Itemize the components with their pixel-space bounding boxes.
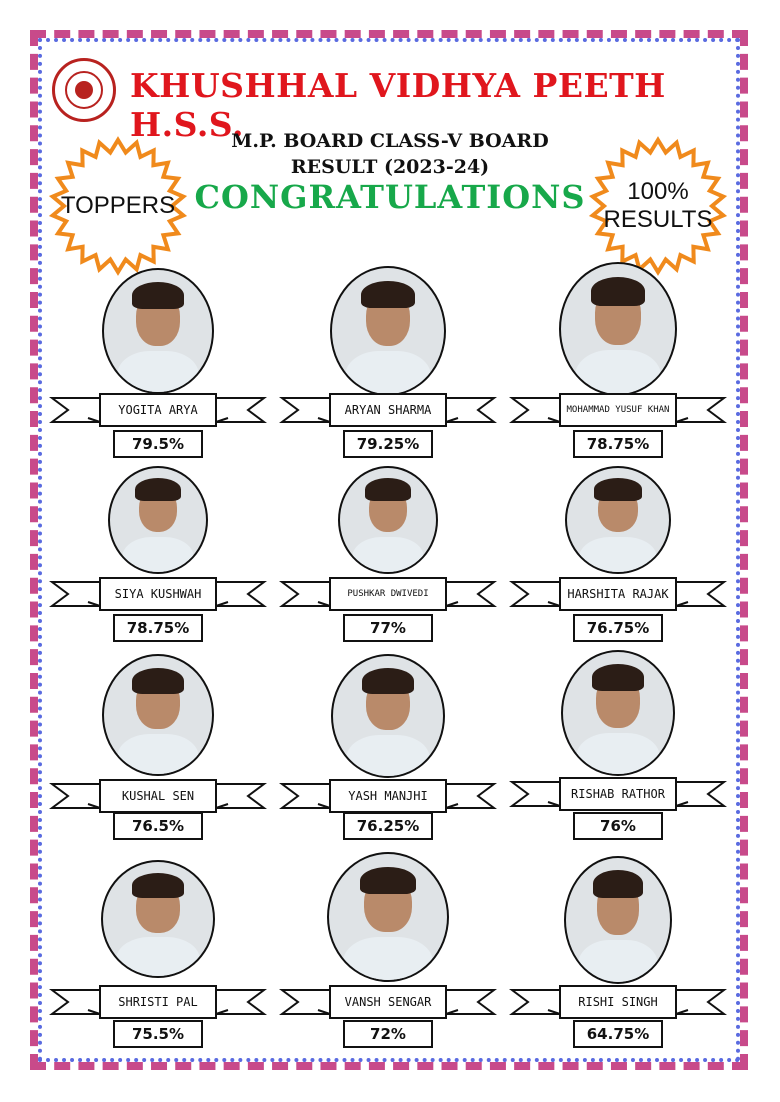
student-card	[48, 860, 268, 1060]
student-photo	[330, 266, 446, 396]
student-name: YASH MANJHI	[348, 789, 428, 803]
name-ribbon	[278, 984, 498, 1020]
board-line-2: RESULT (2023-24)	[290, 156, 490, 178]
school-name: KHUSHHAL VIDHYA PEETH H.S.S.	[130, 66, 666, 144]
student-name: SIYA KUSHWAH	[114, 587, 202, 601]
student-card	[508, 462, 728, 662]
student-name: RISHAB RATHOR	[571, 787, 665, 801]
student-name: PUSHKAR DWIVEDI	[347, 589, 429, 599]
name-ribbon	[278, 778, 498, 814]
student-score: 76.5%	[113, 812, 203, 840]
student-score: 76%	[573, 812, 663, 840]
student-photo	[561, 650, 675, 776]
student-photo	[101, 860, 215, 978]
name-ribbon	[278, 392, 498, 428]
student-score: 79.25%	[343, 430, 433, 458]
name-ribbon	[508, 984, 728, 1020]
toppers-badge	[48, 136, 188, 276]
student-score: 75.5%	[113, 1020, 203, 1048]
student-card	[508, 856, 728, 1056]
student-name: HARSHITA RAJAK	[567, 587, 669, 601]
student-name: SHRISTI PAL	[118, 995, 198, 1009]
student-card	[278, 266, 498, 466]
name-ribbon	[508, 576, 728, 612]
results-badge	[588, 136, 728, 276]
name-ribbon	[48, 778, 268, 814]
student-score: 76.25%	[343, 812, 433, 840]
name-ribbon	[48, 984, 268, 1020]
student-photo	[559, 262, 677, 396]
results-badge-line-2: RESULTS	[603, 206, 713, 233]
student-score: 64.75%	[573, 1020, 663, 1048]
student-name: MOHAMMAD YUSUF KHAN	[566, 405, 670, 415]
student-photo	[102, 654, 214, 776]
name-ribbon	[278, 576, 498, 612]
student-card	[48, 462, 268, 662]
name-ribbon	[508, 392, 728, 428]
results-badge-line-1: 100%	[627, 178, 689, 205]
student-card	[278, 654, 498, 854]
name-ribbon	[48, 392, 268, 428]
student-score: 77%	[343, 614, 433, 642]
student-card	[278, 852, 498, 1052]
board-line-1: M.P. BOARD CLASS-V BOARD	[231, 130, 549, 152]
student-score: 78.75%	[573, 430, 663, 458]
student-card	[278, 464, 498, 664]
student-photo	[565, 466, 671, 574]
student-score: 79.5%	[113, 430, 203, 458]
name-ribbon	[508, 776, 728, 812]
student-name: RISHI SINGH	[578, 995, 658, 1009]
name-ribbon	[48, 576, 268, 612]
student-card	[48, 268, 268, 468]
congratulations-heading: CONGRATULATIONS	[194, 178, 586, 216]
student-card	[508, 262, 728, 462]
student-name: VANSH SENGAR	[344, 995, 432, 1009]
school-logo	[52, 58, 116, 122]
student-score: 78.75%	[113, 614, 203, 642]
board-title	[200, 128, 580, 180]
student-photo	[564, 856, 672, 984]
student-photo	[331, 654, 445, 778]
student-name: YOGITA ARYA	[118, 403, 198, 417]
student-photo	[327, 852, 449, 982]
student-name: KUSHAL SEN	[121, 789, 195, 803]
toppers-badge-label: TOPPERS	[60, 192, 176, 219]
student-score: 72%	[343, 1020, 433, 1048]
student-score: 76.75%	[573, 614, 663, 642]
student-name: ARYAN SHARMA	[344, 403, 432, 417]
student-card	[48, 654, 268, 854]
student-photo	[338, 466, 438, 574]
student-card	[508, 650, 728, 850]
student-photo	[102, 268, 214, 394]
student-photo	[108, 466, 208, 574]
